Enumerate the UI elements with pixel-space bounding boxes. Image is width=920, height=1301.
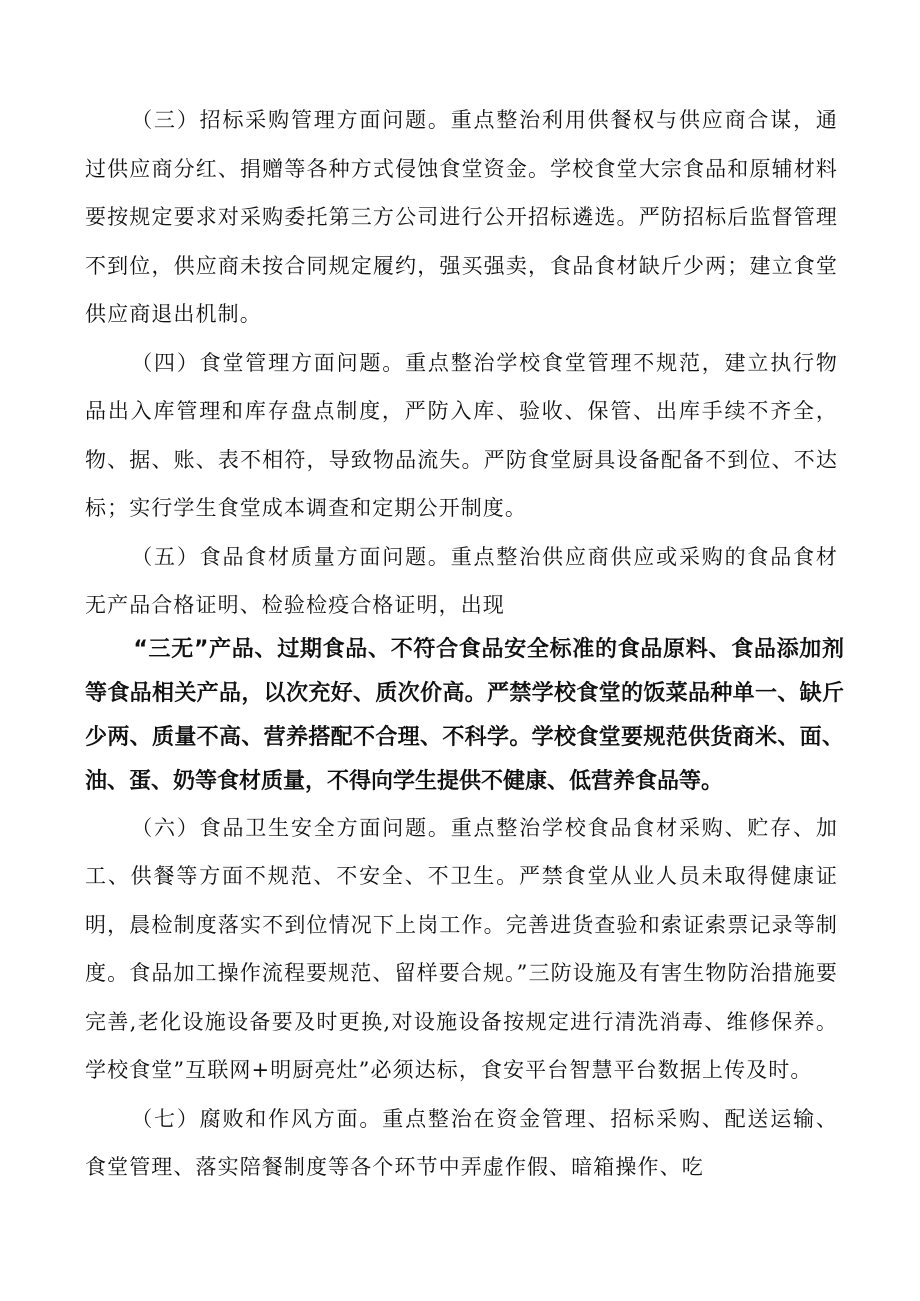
paragraph-food-quality-continued: “三无”产品、过期食品、不符合食品安全标准的食品原料、食品添加剂等食品相关产品，以次充好、质次价高。严禁学校食堂的饭菜品种单一、缺斤少两、质量不高、营养搭配不合理、不科学。学校食堂要规范供货商米、面、油、蛋、奶等食材质量，不得向学生提供不健康、低营养食品等。	[85, 636, 844, 794]
paragraph-corruption: （七）腐败和作风方面。重点整治在资金管理、招标采购、配送运输、食堂管理、落实陪餐制度等各个环节中弄虚作假、暗箱操作、吃	[85, 1106, 838, 1179]
paragraph-food-safety: （六）食品卫生安全方面问题。重点整治学校食品食材采购、贮存、加工、供餐等方面不规范、不安全、不卫生。严禁食堂从业人员未取得健康证明，晨检制度落实不到位情况下上岗工作。完善进货查验和索证索票记录等制度。食品加工操作流程要规范、留样要合规。”三防设施及有害生物防治措施要完善,老化设施设备要及时更换,对设施设备按规定进行清洗消毒、维修保养。学校食堂”互联网+明厨亮灶”必须达标，食安平台智慧平台数据上传及时。	[85, 815, 838, 1082]
paragraph-food-quality: （五）食品食材质量方面问题。重点整治供应商供应或采购的食品食材无产品合格证明、检验检疫合格证明，出现	[85, 544, 838, 617]
paragraph-procurement: （三）招标采购管理方面问题。重点整治利用供餐权与供应商合谋，通过供应商分红、捐赠等各种方式侵蚀食堂资金。学校食堂大宗食品和原辅材料要按规定要求对采购委托第三方公司进行公开招标遴选。严防招标后监督管理不到位，供应商未按合同规定履约，强买强卖，食品食材缺斤少两；建立食堂供应商退出机制。	[85, 108, 838, 326]
paragraph-canteen-management: （四）食堂管理方面问题。重点整治学校食堂管理不规范，建立执行物品出入库管理和库存盘点制度，严防入库、验收、保管、出库手续不齐全，物、据、账、表不相符，导致物品流失。严防食堂厨具设备配备不到位、不达标；实行学生食堂成本调查和定期公开制度。	[85, 350, 838, 520]
